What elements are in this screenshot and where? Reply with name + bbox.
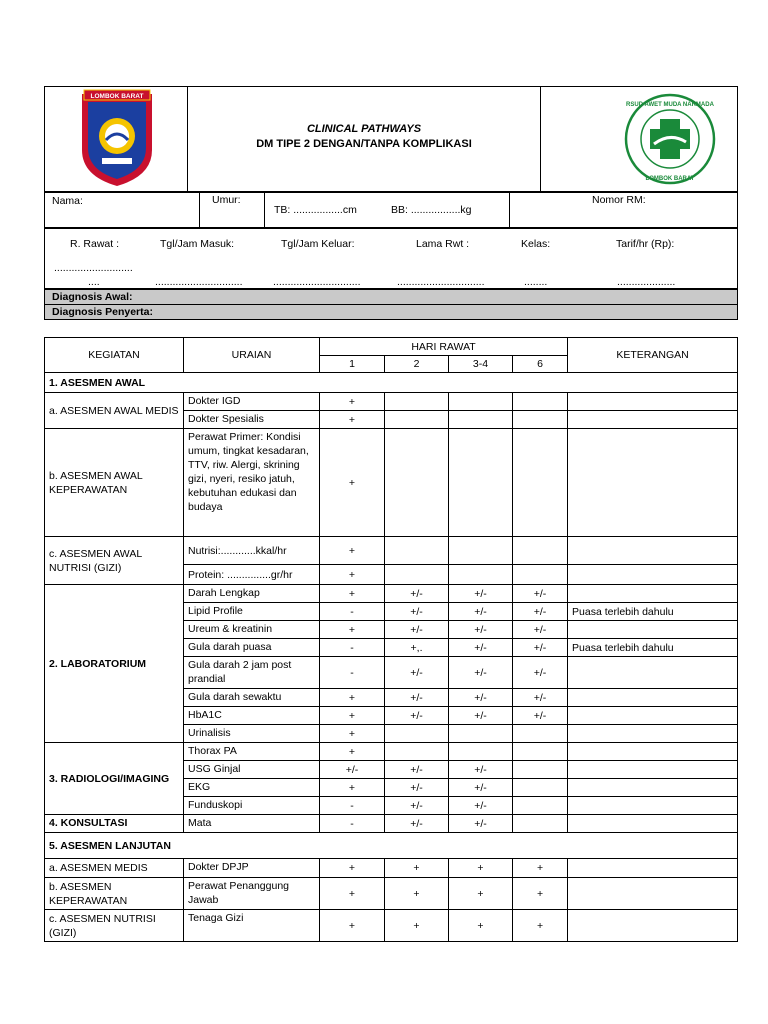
plus-cell: + — [449, 878, 513, 910]
lab-uraian: Lipid Profile — [184, 603, 320, 621]
rad-d1: + — [320, 779, 385, 797]
kelas-dots: ........ — [524, 276, 548, 288]
rad-keterangan — [568, 797, 738, 815]
lab-d4: +/- — [513, 657, 568, 689]
uraian-cell: Dokter Spesialis — [184, 411, 320, 429]
plus-cell: + — [513, 910, 568, 942]
umur-label: Umur: — [212, 194, 241, 206]
asesmen-awal-medis: a. ASESMEN AWAL MEDIS — [45, 393, 184, 429]
rad-d3: +/- — [449, 761, 513, 779]
asesmen-keperawatan: b. ASESMEN KEPERAWATAN — [45, 878, 184, 910]
r-rawat-dots-1: ........................... — [54, 262, 133, 274]
rad-d1: - — [320, 797, 385, 815]
lab-d4: +/- — [513, 689, 568, 707]
tgl-keluar-dots: .............................. — [273, 276, 361, 288]
lab-d3: +/- — [449, 639, 513, 657]
rad-keterangan — [568, 743, 738, 761]
lab-d4: +/- — [513, 603, 568, 621]
r-rawat-dots-2: .... — [88, 276, 100, 288]
lab-d2: +/- — [385, 585, 449, 603]
uraian-cell: Perawat Penanggung Jawab — [184, 878, 320, 910]
logo-right-bottom: LOMBOK BARAT — [645, 176, 695, 182]
lab-d4: +/- — [513, 639, 568, 657]
konsul-d3: +/- — [449, 815, 513, 833]
nama-label: Nama: — [52, 195, 83, 207]
plus-cell: + — [449, 859, 513, 878]
lab-d1: - — [320, 639, 385, 657]
rad-d4 — [513, 797, 568, 815]
lab-d2 — [385, 725, 449, 743]
section-laboratorium: 2. LABORATORIUM — [45, 585, 184, 743]
lab-d1: + — [320, 621, 385, 639]
rad-d1: +/- — [320, 761, 385, 779]
col-hari-rawat: HARI RAWAT — [320, 338, 568, 356]
plus-cell: + — [449, 910, 513, 942]
lab-d1: + — [320, 585, 385, 603]
lab-keterangan — [568, 657, 738, 689]
title-line2: DM TIPE 2 DENGAN/TANPA KOMPLIKASI — [256, 138, 472, 150]
lab-d2: +/- — [385, 657, 449, 689]
rad-d2: +/- — [385, 761, 449, 779]
col-keterangan: KETERANGAN — [568, 338, 738, 373]
rad-d2: +/- — [385, 779, 449, 797]
lab-keterangan — [568, 585, 738, 603]
lab-uraian: HbA1C — [184, 707, 320, 725]
rad-uraian: Thorax PA — [184, 743, 320, 761]
lab-uraian: Darah Lengkap — [184, 585, 320, 603]
plus-cell: + — [320, 910, 385, 942]
lab-d1: + — [320, 725, 385, 743]
tgl-masuk-label: Tgl/Jam Masuk: — [160, 238, 235, 250]
lab-d2: +/- — [385, 621, 449, 639]
info-divider-3 — [509, 192, 510, 228]
lab-uraian: Urinalisis — [184, 725, 320, 743]
plus-cell: + — [385, 859, 449, 878]
tgl-masuk-dots: .............................. — [155, 276, 243, 288]
lab-uraian: Gula darah 2 jam post prandial — [184, 657, 320, 689]
uraian-cell: Perawat Primer: Kondisi umum, tingkat kesadaran, TTV, riw. Alergi, skrining gizi, nyeri, resiko jatuh, kebutuhan edukasi dan budaya — [184, 429, 320, 537]
r-rawat-label: R. Rawat : — [70, 238, 120, 250]
rad-d3: +/- — [449, 797, 513, 815]
rad-d2 — [385, 743, 449, 761]
day-2: 2 — [385, 356, 449, 373]
day-6: 6 — [513, 356, 568, 373]
diagnosis-awal-label: Diagnosis Awal: — [52, 291, 133, 303]
asesmen-awal-nutrisi: c. ASESMEN AWAL NUTRISI (GIZI) — [45, 537, 184, 585]
day1-cell: + — [320, 429, 385, 537]
info-divider-2 — [264, 192, 265, 228]
plus-cell: + — [320, 878, 385, 910]
diagnosis-penyerta-row — [44, 304, 738, 320]
lab-keterangan — [568, 689, 738, 707]
rad-d4 — [513, 743, 568, 761]
day1-cell: + — [320, 411, 385, 429]
rad-d3: +/- — [449, 779, 513, 797]
lab-d2: +,. — [385, 639, 449, 657]
info-divider-1 — [199, 192, 200, 228]
diagnosis-awal-row — [44, 289, 738, 305]
lab-keterangan: Puasa terlebih dahulu — [568, 639, 738, 657]
clinical-pathway-table — [44, 337, 738, 942]
lab-d1: - — [320, 657, 385, 689]
tgl-keluar-label: Tgl/Jam Keluar: — [281, 238, 355, 250]
kelas-label: Kelas: — [521, 238, 551, 250]
lab-uraian: Gula darah sewaktu — [184, 689, 320, 707]
konsul-d2: +/- — [385, 815, 449, 833]
lab-keterangan: Puasa terlebih dahulu — [568, 603, 738, 621]
day1-cell: + — [320, 565, 385, 585]
lab-d3: +/- — [449, 689, 513, 707]
tarif-dots: .................... — [617, 276, 676, 288]
rsud-logo — [622, 92, 718, 186]
day-3-4: 3-4 — [449, 356, 513, 373]
lab-d1: - — [320, 603, 385, 621]
logo-left-label: LOMBOK BARAT — [90, 93, 144, 100]
lab-uraian: Gula darah puasa — [184, 639, 320, 657]
rad-keterangan — [568, 779, 738, 797]
lab-uraian: Ureum & kreatinin — [184, 621, 320, 639]
plus-cell: + — [385, 910, 449, 942]
lab-d2: +/- — [385, 707, 449, 725]
uraian-cell: Nutrisi:............kkal/hr — [184, 537, 320, 565]
lab-d3: +/- — [449, 621, 513, 639]
day-1: 1 — [320, 356, 385, 373]
konsul-uraian: Mata — [184, 815, 320, 833]
plus-cell: + — [513, 859, 568, 878]
konsul-d1: - — [320, 815, 385, 833]
plus-cell: + — [320, 859, 385, 878]
logo-right-top: RSUD AWET MUDA NARMADA — [626, 102, 714, 108]
asesmen-nutrisi: c. ASESMEN NUTRISI (GIZI) — [45, 910, 184, 942]
uraian-cell: Tenaga Gizi — [184, 910, 320, 942]
asesmen-medis: a. ASESMEN MEDIS — [45, 859, 184, 878]
tb-field: TB: .................cm — [274, 204, 357, 216]
lombok-barat-logo — [78, 88, 156, 188]
lab-d2: +/- — [385, 689, 449, 707]
col-kegiatan: KEGIATAN — [45, 338, 184, 373]
rad-d3 — [449, 743, 513, 761]
rad-uraian: Funduskopi — [184, 797, 320, 815]
day1-cell: + — [320, 393, 385, 411]
lab-keterangan — [568, 707, 738, 725]
lab-d4 — [513, 725, 568, 743]
rad-d2: +/- — [385, 797, 449, 815]
uraian-cell: Dokter DPJP — [184, 859, 320, 878]
uraian-cell: Protein: ...............gr/hr — [184, 565, 320, 585]
page-title — [188, 122, 540, 152]
lab-d3 — [449, 725, 513, 743]
lama-rwt-dots: .............................. — [397, 276, 485, 288]
lab-d1: + — [320, 689, 385, 707]
lab-d3: +/- — [449, 585, 513, 603]
lab-d2: +/- — [385, 603, 449, 621]
uraian-cell: Dokter IGD — [184, 393, 320, 411]
rad-keterangan — [568, 761, 738, 779]
lama-rwt-label: Lama Rwt : — [416, 238, 470, 250]
lab-d4: +/- — [513, 621, 568, 639]
section-radiologi: 3. RADIOLOGI/IMAGING — [45, 743, 184, 815]
title-line1: CLINICAL PATHWAYS — [306, 123, 422, 135]
lab-d1: + — [320, 707, 385, 725]
tarif-label: Tarif/hr (Rp): — [616, 238, 675, 250]
plus-cell: + — [385, 878, 449, 910]
lab-d3: +/- — [449, 707, 513, 725]
lab-d3: +/- — [449, 603, 513, 621]
section-asesmen-awal: 1. ASESMEN AWAL — [45, 373, 738, 393]
asesmen-awal-keperawatan: b. ASESMEN AWAL KEPERAWATAN — [45, 429, 184, 537]
lab-d4: +/- — [513, 585, 568, 603]
rad-uraian: EKG — [184, 779, 320, 797]
plus-cell: + — [513, 878, 568, 910]
lab-keterangan — [568, 621, 738, 639]
col-uraian: URAIAN — [184, 338, 320, 373]
rad-d1: + — [320, 743, 385, 761]
bb-field: BB: .................kg — [391, 204, 472, 216]
lab-d4: +/- — [513, 707, 568, 725]
section-asesmen-lanjutan: 5. ASESMEN LANJUTAN — [45, 833, 738, 859]
rad-d4 — [513, 779, 568, 797]
lab-d3: +/- — [449, 657, 513, 689]
header-divider-right — [540, 86, 541, 192]
rad-uraian: USG Ginjal — [184, 761, 320, 779]
nomor-rm-label: Nomor RM: — [592, 194, 646, 206]
day1-cell: + — [320, 537, 385, 565]
lab-keterangan — [568, 725, 738, 743]
section-konsultasi: 4. KONSULTASI — [45, 815, 184, 833]
rad-d4 — [513, 761, 568, 779]
diagnosis-penyerta-label: Diagnosis Penyerta: — [52, 306, 153, 318]
